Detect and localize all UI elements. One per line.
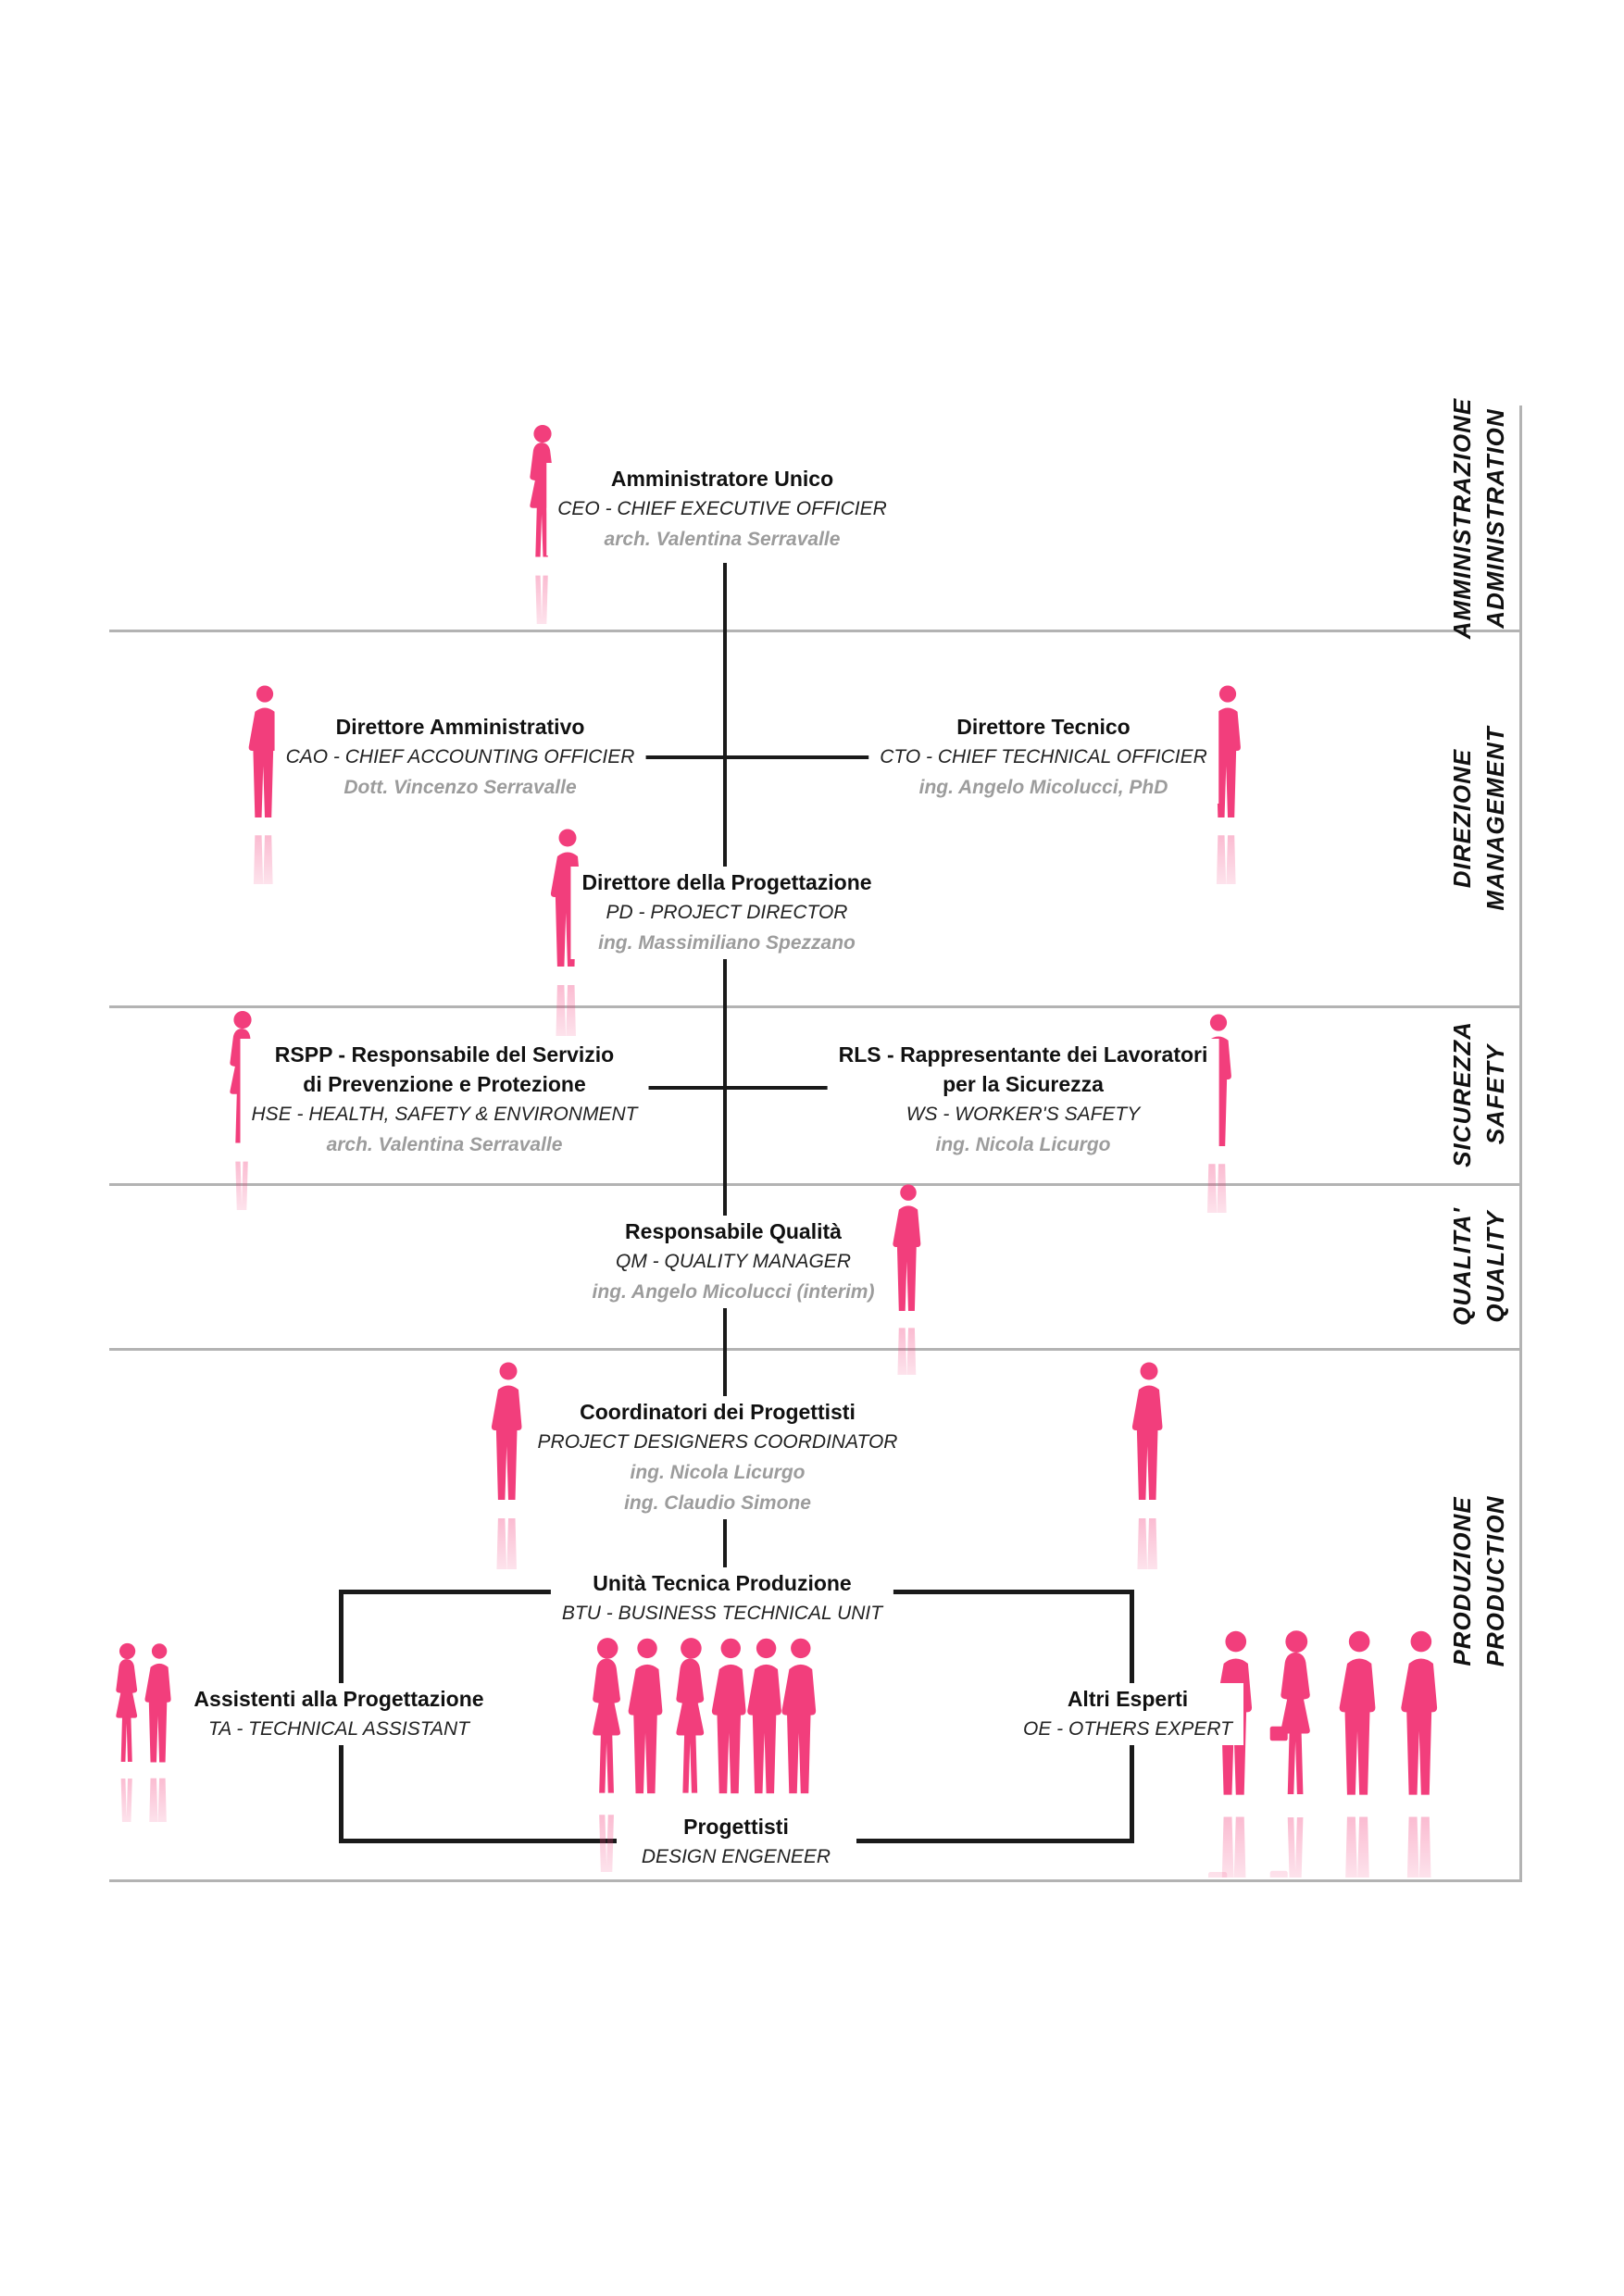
node-quality-manager [581, 1216, 886, 1308]
node-subtitle: CAO - CHIEF ACCOUNTING OFFICIER [285, 746, 635, 767]
bracket-left-top [339, 1590, 581, 1594]
section-label-en: PRODUCTION [1481, 1495, 1509, 1667]
node-project-director [570, 867, 882, 959]
node-subtitle: CTO - CHIEF TECHNICAL OFFICIER [880, 746, 1207, 767]
node-title: RSPP - Responsabile del Servizio [274, 1042, 615, 1067]
node-subtitle: QM - QUALITY MANAGER [616, 1251, 851, 1272]
node-subtitle: WS - WORKER'S SAFETY [906, 1104, 1141, 1125]
node-subtitle: CEO - CHIEF EXECUTIVE OFFICIER [557, 498, 887, 519]
node-subtitle: PD - PROJECT DIRECTOR [606, 902, 848, 923]
node-subtitle: OE - OTHERS EXPERT [1023, 1718, 1232, 1740]
section-label-it: PRODUZIONE [1448, 1496, 1476, 1666]
node-title: Progettisti [683, 1815, 789, 1839]
bracket-right-bottom [856, 1839, 1134, 1843]
bracket-right-top [866, 1590, 1134, 1594]
right-border-line [1519, 406, 1522, 1882]
node-technical-assistants [182, 1683, 494, 1745]
node-rspp [241, 1039, 649, 1161]
bracket-left-bottom [339, 1839, 617, 1843]
section-label-en: QUALITY [1481, 1210, 1509, 1323]
node-title: Assistenti alla Progettazione [194, 1687, 484, 1711]
person-silhouette-man-icon [887, 1183, 930, 1375]
node-subtitle: HSE - HEALTH, SAFETY & ENVIRONMENT [251, 1104, 638, 1125]
node-ceo [546, 463, 897, 555]
section-label-it: DIREZIONE [1448, 748, 1476, 889]
section-divider-management [109, 1005, 1520, 1008]
section-label-direzione [1445, 680, 1512, 957]
node-title-line2: per la Sicurezza [943, 1072, 1104, 1096]
people-group-pair-icon [107, 1642, 183, 1822]
node-person-name: ing. Nicola Licurgo [935, 1134, 1111, 1155]
node-title: Amministratore Unico [610, 467, 834, 491]
section-label-it: QUALITA' [1448, 1207, 1476, 1326]
section-label-it: SICUREZZA [1448, 1021, 1476, 1167]
node-subtitle: BTU - BUSINESS TECHNICAL UNIT [561, 1603, 883, 1624]
node-title: Altri Esperti [1067, 1687, 1189, 1711]
person-silhouette-man-icon [1126, 1361, 1172, 1569]
node-person-name: Dott. Vincenzo Serravalle [344, 777, 577, 798]
node-title: Unità Tecnica Produzione [593, 1571, 852, 1595]
section-label-qualita [1445, 1128, 1512, 1405]
node-rls [828, 1039, 1219, 1161]
node-cao [275, 711, 646, 804]
section-label-it: AMMINISTRAZIONE [1448, 397, 1476, 640]
node-person-name: ing. Massimiliano Spezzano [598, 932, 856, 954]
node-person-name: ing. Angelo Micolucci, PhD [918, 777, 1168, 798]
node-other-experts [1012, 1683, 1243, 1745]
node-btu [551, 1567, 893, 1629]
node-person-name-2: ing. Claudio Simone [624, 1492, 811, 1514]
section-label-produzione [1445, 1442, 1512, 1720]
node-title: Direttore della Progettazione [581, 870, 872, 894]
node-title: RLS - Rappresentante dei Lavoratori [838, 1042, 1208, 1067]
node-design-engineers [631, 1811, 842, 1873]
node-person-name: arch. Valentina Serravalle [604, 529, 841, 550]
node-title-line2: di Prevenzione e Protezione [303, 1072, 586, 1096]
section-label-en: MANAGEMENT [1481, 726, 1509, 911]
person-silhouette-man-icon [485, 1361, 531, 1569]
node-person-name: arch. Valentina Serravalle [326, 1134, 563, 1155]
section-label-en: SAFETY [1481, 1043, 1509, 1145]
node-subtitle: DESIGN ENGENEER [641, 1846, 831, 1867]
section-divider-safety [109, 1183, 1520, 1186]
people-group-experts-icon [1208, 1629, 1451, 1878]
connector-cao-cto [633, 755, 889, 759]
section-label-en: ADMINISTRATION [1481, 408, 1509, 629]
node-title: Responsabile Qualità [625, 1219, 842, 1243]
node-person-name: ing. Angelo Micolucci (interim) [592, 1281, 875, 1303]
node-title: Direttore Tecnico [956, 715, 1131, 739]
node-title: Direttore Amministrativo [335, 715, 585, 739]
node-cto [868, 711, 1218, 804]
node-subtitle: TA - TECHNICAL ASSISTANT [208, 1718, 469, 1740]
section-divider-production [109, 1879, 1520, 1882]
section-divider-administration [109, 630, 1520, 632]
section-label-amministrazione [1445, 380, 1512, 657]
section-divider-quality [109, 1348, 1520, 1351]
node-title: Coordinatori dei Progettisti [580, 1400, 856, 1424]
node-subtitle: PROJECT DESIGNERS COORDINATOR [537, 1431, 898, 1453]
node-coordinators [527, 1396, 909, 1519]
node-person-name: ing. Nicola Licurgo [630, 1462, 806, 1483]
